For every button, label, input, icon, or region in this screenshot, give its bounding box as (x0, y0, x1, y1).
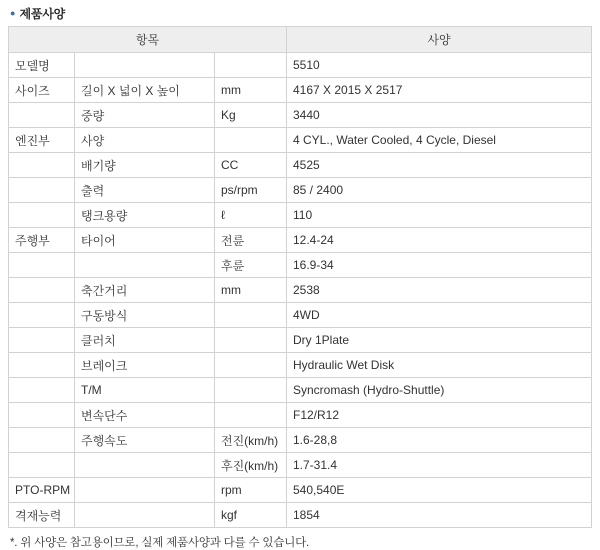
cell-item: 중량 (75, 103, 215, 128)
cell-value: 16.9-34 (287, 253, 592, 278)
cell-value: 4 CYL., Water Cooled, 4 Cycle, Diesel (287, 128, 592, 153)
cell-item: 클러치 (75, 328, 215, 353)
cell-value: 12.4-24 (287, 228, 592, 253)
cell-unit: 후륜 (215, 253, 287, 278)
cell-value: Syncromash (Hydro-Shuttle) (287, 378, 592, 403)
table-row (9, 428, 592, 453)
cell-category (9, 428, 75, 453)
cell-category (9, 178, 75, 203)
cell-unit: rpm (215, 478, 287, 503)
cell-category: 사이즈 (9, 78, 75, 103)
cell-unit: 전진(km/h) (215, 428, 287, 453)
cell-item: 주행속도 (75, 428, 215, 453)
cell-unit (215, 403, 287, 428)
cell-unit: mm (215, 78, 287, 103)
cell-value: 1.6-28,8 (287, 428, 592, 453)
cell-value: 1.7-31.4 (287, 453, 592, 478)
cell-value: 5510 (287, 53, 592, 78)
cell-item: 길이 X 넓이 X 높이 (75, 78, 215, 103)
cell-value: 110 (287, 203, 592, 228)
cell-category: 격재능력 (9, 503, 75, 528)
cell-item: 구동방식 (75, 303, 215, 328)
cell-item (75, 503, 215, 528)
cell-value: 4525 (287, 153, 592, 178)
cell-value: 540,540E (287, 478, 592, 503)
cell-value: 3440 (287, 103, 592, 128)
cell-value: 85 / 2400 (287, 178, 592, 203)
cell-category (9, 353, 75, 378)
cell-item: T/M (75, 378, 215, 403)
cell-unit (215, 378, 287, 403)
column-header-spec: 사양 (287, 27, 592, 53)
cell-category (9, 153, 75, 178)
cell-item (75, 53, 215, 78)
cell-category: PTO-RPM (9, 478, 75, 503)
cell-item: 출력 (75, 178, 215, 203)
table-row (9, 453, 592, 478)
cell-item: 사양 (75, 128, 215, 153)
cell-unit (215, 353, 287, 378)
table-row (9, 53, 592, 78)
cell-category: 주행부 (9, 228, 75, 253)
specification-table (8, 26, 592, 528)
table-row (9, 178, 592, 203)
cell-item: 변속단수 (75, 403, 215, 428)
table-row (9, 78, 592, 103)
cell-unit (215, 128, 287, 153)
table-header-row (9, 27, 592, 53)
cell-unit: Kg (215, 103, 287, 128)
table-row (9, 378, 592, 403)
cell-value: F12/R12 (287, 403, 592, 428)
cell-unit: ps/rpm (215, 178, 287, 203)
table-row (9, 403, 592, 428)
cell-item (75, 253, 215, 278)
cell-unit: 전륜 (215, 228, 287, 253)
cell-value: 1854 (287, 503, 592, 528)
cell-item: 탱크용량 (75, 203, 215, 228)
table-row (9, 278, 592, 303)
table-row (9, 103, 592, 128)
cell-unit: ℓ (215, 203, 287, 228)
table-row (9, 228, 592, 253)
cell-category (9, 253, 75, 278)
cell-value: 4167 X 2015 X 2517 (287, 78, 592, 103)
cell-value: 4WD (287, 303, 592, 328)
cell-item (75, 478, 215, 503)
cell-unit: 후진(km/h) (215, 453, 287, 478)
cell-unit: CC (215, 153, 287, 178)
cell-item (75, 453, 215, 478)
cell-item: 타이어 (75, 228, 215, 253)
page-title-label: 제품사양 (19, 6, 66, 21)
table-row (9, 353, 592, 378)
table-row (9, 303, 592, 328)
table-row (9, 153, 592, 178)
table-row (9, 478, 592, 503)
cell-item: 배기량 (75, 153, 215, 178)
cell-unit: kgf (215, 503, 287, 528)
cell-item: 브레이크 (75, 353, 215, 378)
column-header-item: 항목 (9, 27, 287, 53)
table-row (9, 203, 592, 228)
cell-category (9, 403, 75, 428)
cell-item: 축간거리 (75, 278, 215, 303)
cell-category (9, 103, 75, 128)
cell-value: 2538 (287, 278, 592, 303)
cell-category: 모델명 (9, 53, 75, 78)
cell-category (9, 303, 75, 328)
cell-value: Hydraulic Wet Disk (287, 353, 592, 378)
cell-category (9, 278, 75, 303)
cell-unit (215, 328, 287, 353)
table-row (9, 253, 592, 278)
bullet-icon: ● (10, 7, 16, 18)
cell-value: Dry 1Plate (287, 328, 592, 353)
cell-category (9, 328, 75, 353)
footnote: *. 위 사양은 참고용이므로, 실제 제품사양과 다를 수 있습니다. (10, 537, 310, 549)
table-row (9, 503, 592, 528)
cell-category: 엔진부 (9, 128, 75, 153)
cell-category (9, 453, 75, 478)
table-row (9, 128, 592, 153)
table-row (9, 328, 592, 353)
cell-unit (215, 303, 287, 328)
cell-unit (215, 53, 287, 78)
table-body (9, 53, 592, 528)
page-title (10, 6, 592, 20)
cell-category (9, 378, 75, 403)
cell-category (9, 203, 75, 228)
cell-unit: mm (215, 278, 287, 303)
